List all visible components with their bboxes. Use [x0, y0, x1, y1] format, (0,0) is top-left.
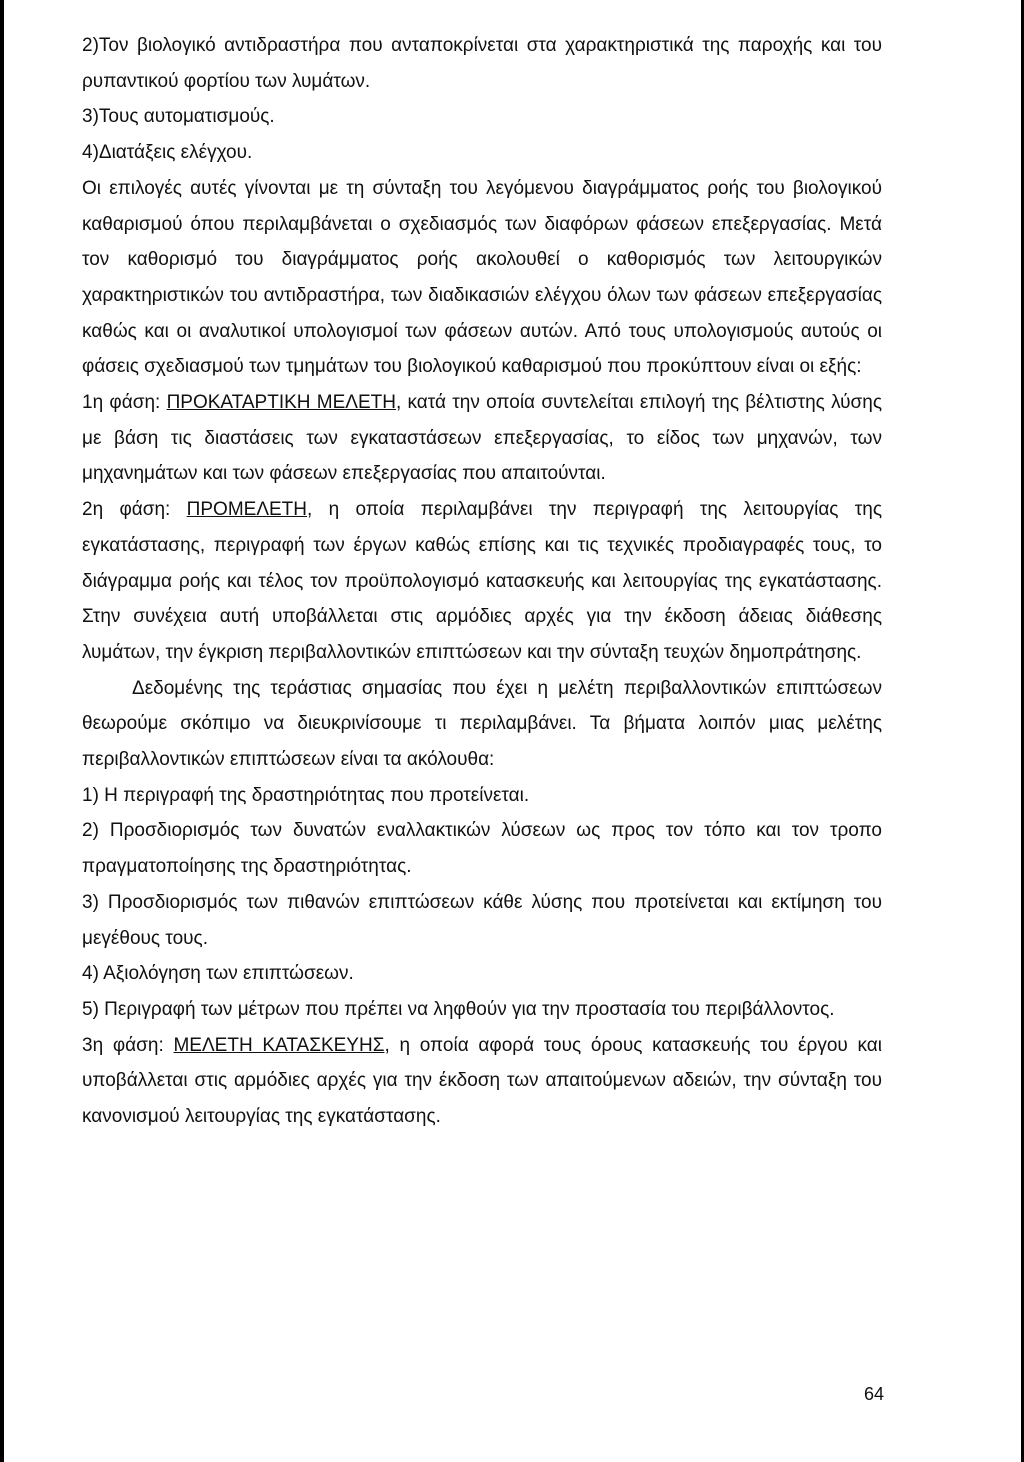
list-item-step-1: 1) Η περιγραφή της δραστηριότητας που προτείνεται.: [82, 784, 530, 806]
phase-1-title: ΠΡΟΚΑΤΑΡΤΙΚΗ ΜΕΛΕΤΗ: [166, 392, 396, 414]
list-item-step-4: 4) Αξιολόγηση των επιπτώσεων.: [82, 963, 354, 985]
phase-1-text: , κατά την οποία συντελείται επιλογή της βέλτιστης λύσης με βάση τις διαστάσεις των εγκαταστάσεων επεξεργασίας, το είδος των μηχανών, των μηχανημάτων και των φάσεων επεξεργασίας που απαιτούνται.: [82, 392, 882, 485]
phase-2-title: ΠΡΟΜΕΛΕΤΗ: [186, 499, 308, 521]
paragraph-bioreactor: 2)Τον βιολογικό αντιδραστήρα που ανταποκρίνεται στα χαρακτηριστικά της παροχής και του ρυπαντικού φορτίου των λυμάτων.: [82, 35, 882, 92]
phase-3-label: 3η φάση:: [82, 1034, 174, 1056]
list-item-step-3: 3) Προσδιορισμός των πιθανών επιπτώσεων κάθε λύσης που προτείνεται και εκτίμηση του μεγέθους τους.: [82, 891, 882, 949]
phase-3-title: ΜΕΛΕΤΗ ΚΑΤΑΣΚΕΥΗΣ: [173, 1034, 385, 1056]
paragraph-phase-1: [82, 385, 882, 492]
paragraph-phase-3: [82, 1028, 882, 1135]
paragraph-automation: 3)Τους αυτοματισμούς.: [82, 106, 275, 128]
phase-2-text: , η οποία περιλαμβάνει την περιγραφή της λειτουργίας της εγκατάστασης, περιγραφή των έργων καθώς επίσης και τις τεχνικές προδιαγραφές τους, το διάγραμμα ροής και τέλος τον προϋπολογισμό κατασκευής και λειτουργίας της εγκατάστασης. Στην συνέχεια αυτή υποβάλλεται στις αρμόδιες αρχές για την έκδοση άδειας διάθεσης λυμάτων, την έγκριση περιβαλλοντικών επιπτώσεων και την σύνταξη τευχών δημοπράτησης.: [82, 499, 882, 663]
document-body: [82, 28, 882, 1135]
phase-1-label: 1η φάση:: [82, 392, 167, 414]
phase-2-label: 2η φάση:: [82, 499, 187, 521]
paragraph-environmental-impact: Δεδομένης της τεράστιας σημασίας που έχει η μελέτη περιβαλλοντικών επιπτώσεων θεωρούμε σκόπιμο να διευκρινίσουμε τι περιλαμβάνει. Τα βήματα λοιπόν μιας μελέτης περιβαλλοντικών επιπτώσεων είναι τα ακόλουθα:: [82, 677, 882, 771]
list-item-step-2: 2) Προσδιορισμός των δυνατών εναλλακτικών λύσεων ως προς τον τόπο και τον τροπο πραγματοποίησης της δραστηριότητας.: [82, 820, 882, 878]
paragraph-control-devices: 4)Διατάξεις ελέγχου.: [82, 142, 253, 164]
phase-3-text: , η οποία αφορά τους όρους κατασκευής του έργου και υποβάλλεται στις αρμόδιες αρχές για την έκδοση των απαιτούμενων αδειών, την σύνταξη του κανονισμού λειτουργίας της εγκατάστασης.: [82, 1034, 882, 1128]
list-item-step-5: 5) Περιγραφή των μέτρων που πρέπει να ληφθούν για την προστασία του περιβάλλοντος.: [82, 998, 835, 1020]
page-number: 64: [864, 1384, 885, 1404]
paragraph-flow-diagram: Οι επιλογές αυτές γίνονται με τη σύνταξη του λεγόμενου διαγράμματος ροής του βιολογικού καθαρισμού όπου περιλαμβάνεται ο σχεδιασμός των διαφόρων φάσεων επεξεργασίας. Μετά τον καθορισμό του διαγράμματος ροής ακολουθεί ο καθορισμός των λειτουργικών χαρακτηριστικών του αντιδραστήρα, των διαδικασιών ελέγχου όλων των φάσεων επεξεργασίας καθώς και οι αναλυτικοί υπολογισμοί των φάσεων αυτών. Από τους υπολογισμούς αυτούς οι φάσεις σχεδιασμού των τμημάτων του βιολογικού καθαρισμού που προκύπτουν είναι οι εξής:: [82, 177, 882, 378]
paragraph-phase-2: [82, 492, 882, 671]
